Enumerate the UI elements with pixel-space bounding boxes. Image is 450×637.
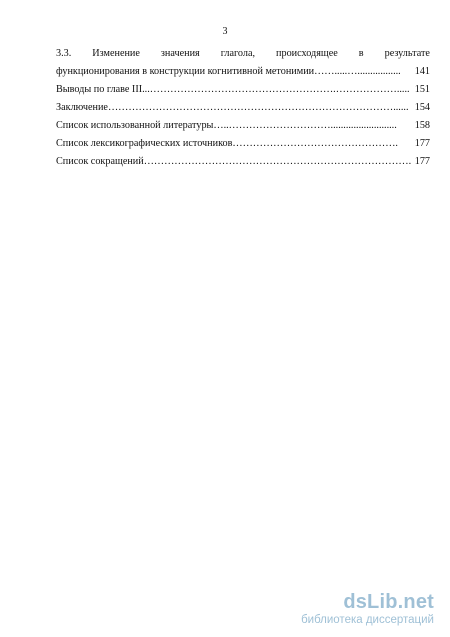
toc-entry-3-3-line-1 — [56, 45, 430, 63]
toc-leader-dots: …….....…................. — [314, 66, 401, 77]
toc-entry-text: Заключение — [56, 102, 108, 113]
toc-leader-dots: ...……………………………………………….………………..... — [142, 84, 410, 95]
toc-word: глагола, — [220, 48, 256, 59]
toc-entry-text: Список сокращений — [56, 156, 144, 167]
toc-entry-text: Список лексикографических источников — [56, 138, 233, 149]
toc-word: происходящее — [276, 48, 338, 59]
toc-entry-conclusion — [56, 99, 430, 117]
toc-entry-lexicographic-sources — [56, 135, 430, 153]
watermark — [301, 592, 434, 627]
toc-leader-dots: …………………………………………………………………………...... — [107, 102, 409, 113]
toc-word: 3.3. — [56, 48, 72, 59]
toc-entry-text: Список использованной литературы — [56, 120, 214, 131]
watermark-subtitle: библиотека диссертаций — [301, 614, 434, 626]
toc-page-number: 177 — [414, 138, 430, 149]
toc-page-number: 177 — [414, 156, 430, 167]
toc-leader-dots: …………………………………………. — [232, 138, 398, 149]
toc-page-number: 151 — [414, 84, 430, 95]
toc-word: Изменение — [92, 48, 140, 59]
toc-leader-dots: ……………………………………………………………………. — [143, 156, 412, 167]
toc-entry-abbreviations — [56, 153, 430, 171]
toc-word: в — [358, 48, 364, 59]
toc-entry-references — [56, 117, 430, 135]
toc-leader-dots: …..………………………….......................... — [213, 120, 397, 131]
watermark-logo: dsLib.net — [343, 591, 434, 613]
toc-entry-conclusions-ch3 — [56, 81, 430, 99]
toc-word: результате — [384, 48, 430, 59]
toc-word: значения — [160, 48, 200, 59]
toc-page-number: 141 — [414, 66, 430, 77]
table-of-contents — [56, 45, 430, 171]
toc-entry-text: Выводы по главе III — [56, 84, 143, 95]
toc-page-number: 154 — [414, 102, 430, 113]
toc-page-number: 158 — [414, 120, 430, 131]
toc-entry-3-3-line-2 — [56, 63, 430, 81]
toc-entry-text: функционирования в конструкции когнитивной метонимии — [56, 66, 315, 77]
page-number: 3 — [222, 26, 228, 37]
